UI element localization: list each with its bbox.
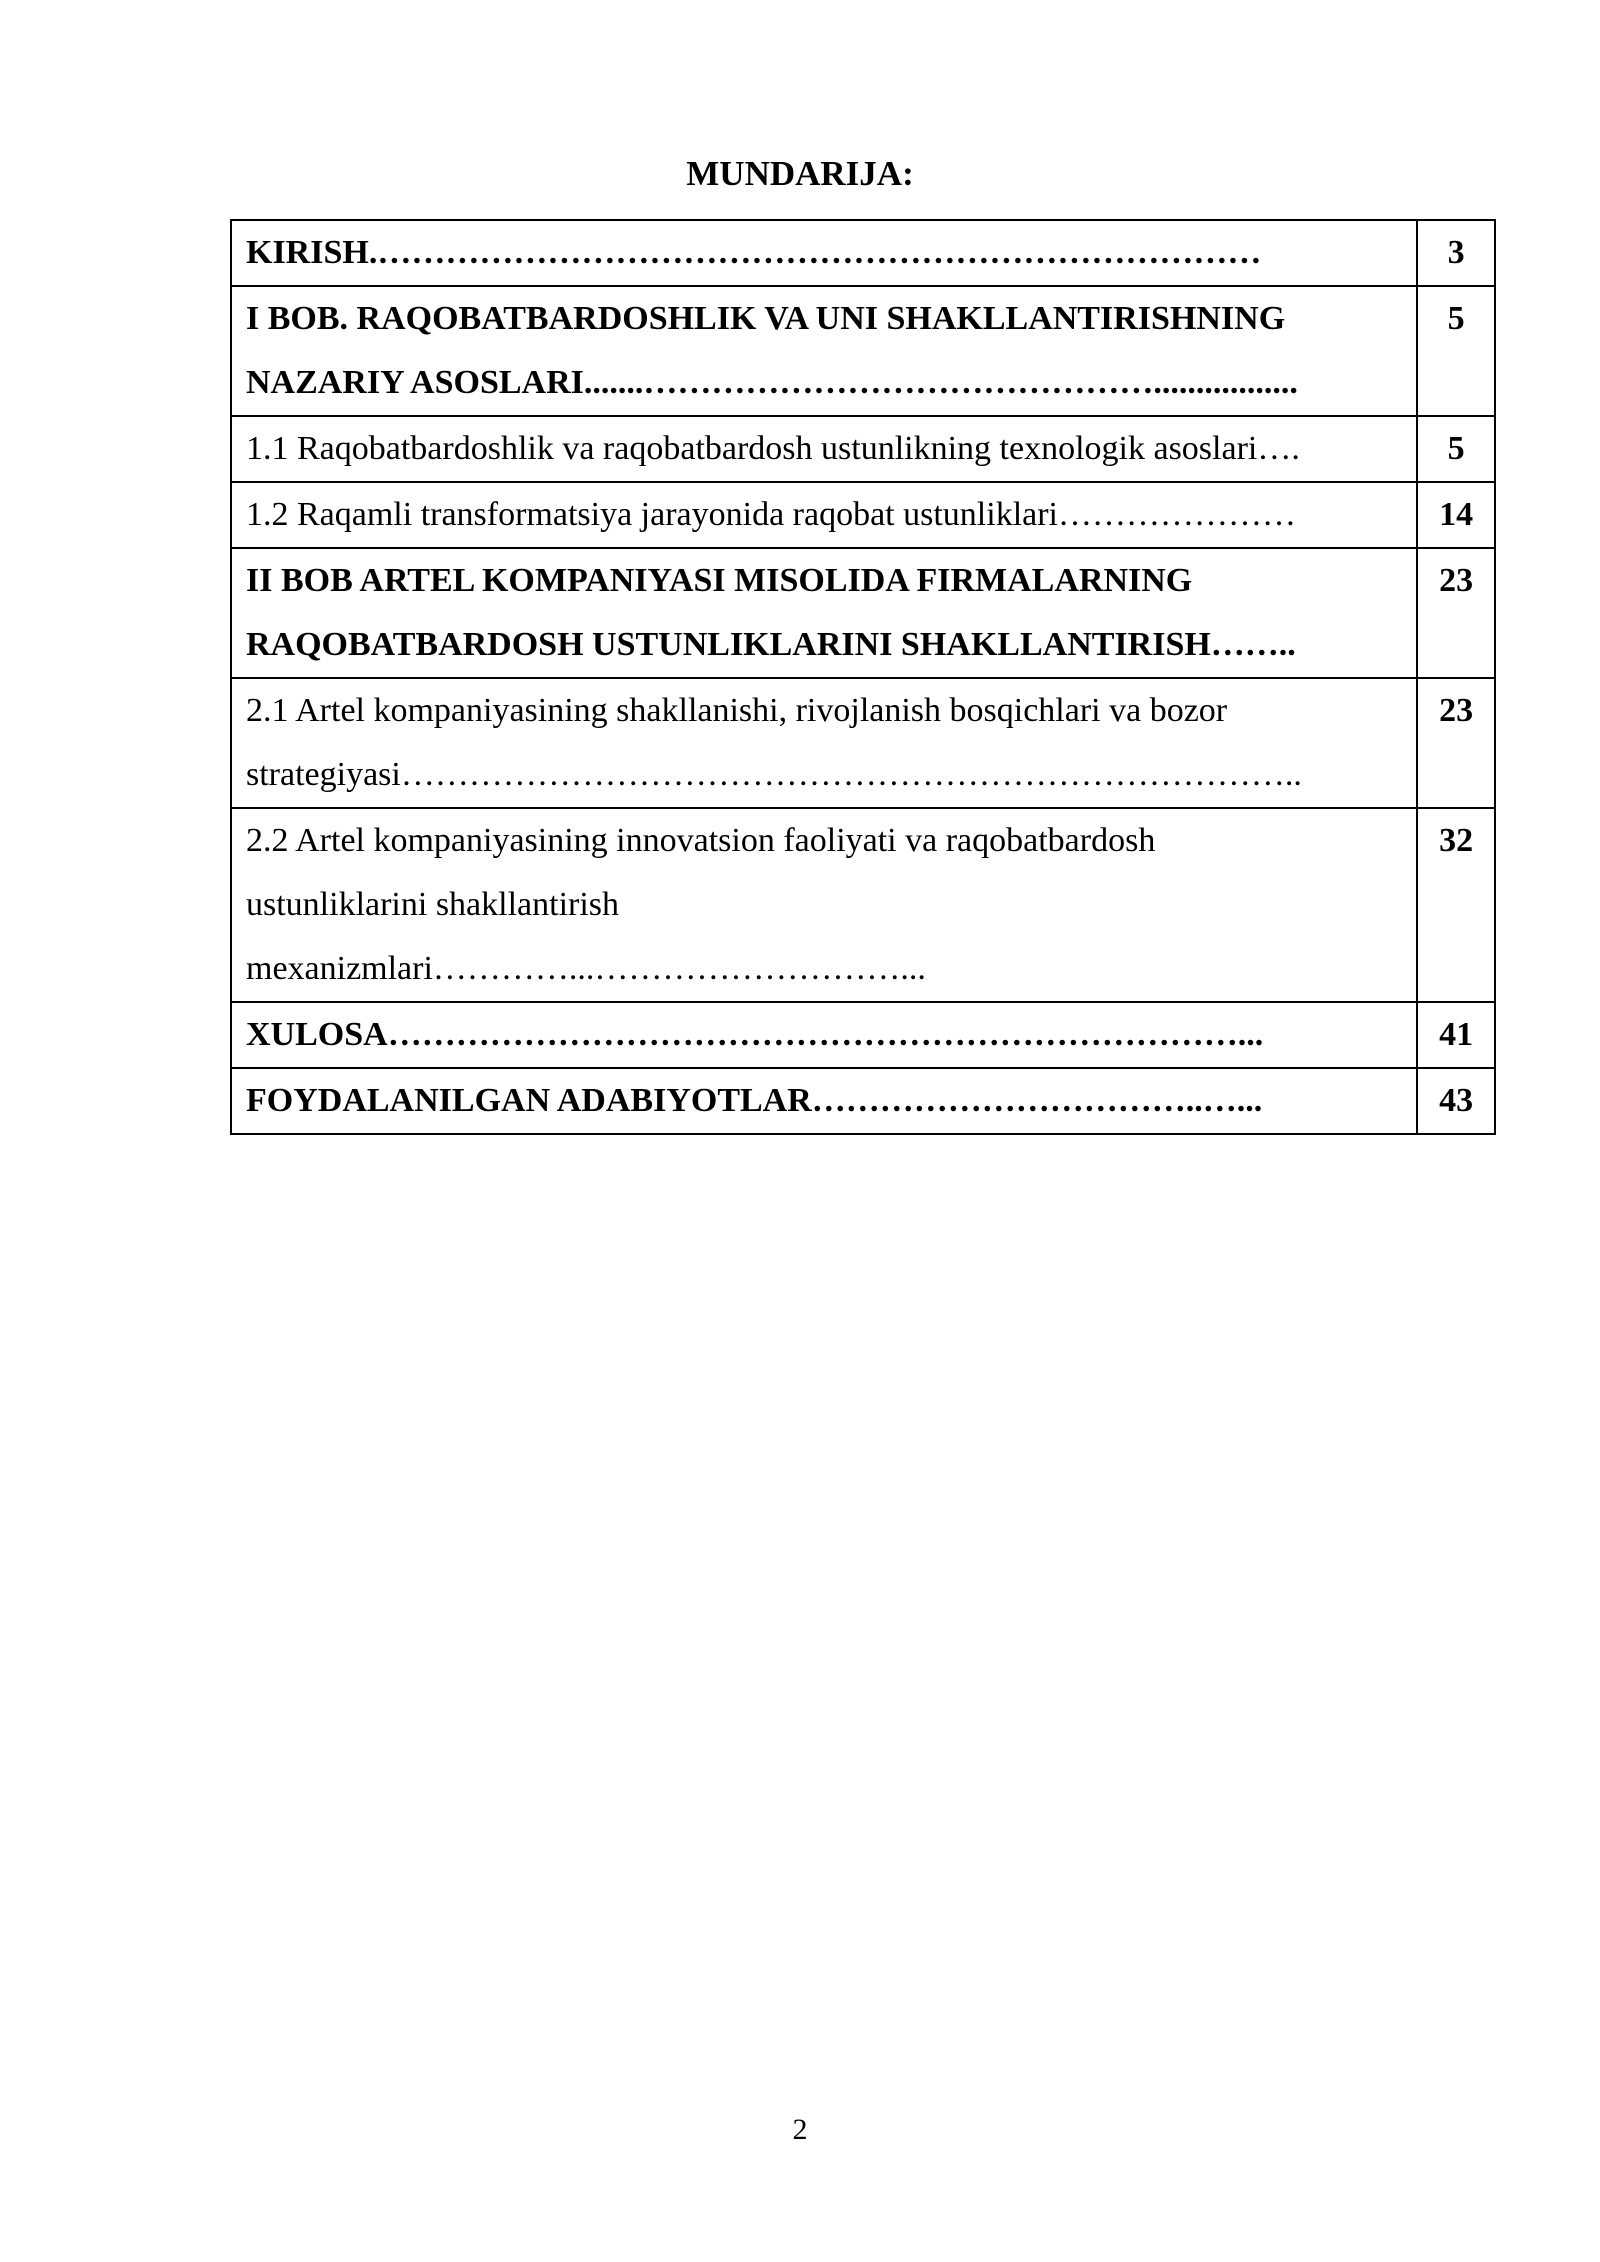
toc-entry — [231, 286, 1417, 416]
toc-row — [231, 482, 1495, 548]
toc-row — [231, 220, 1495, 286]
toc-entry-line: KIRISH.…………………………………………………………………… — [246, 234, 1262, 271]
toc-page-number: 3 — [1417, 220, 1495, 286]
toc-entry — [231, 1068, 1417, 1134]
toc-row — [231, 286, 1495, 416]
toc-page-number: 5 — [1417, 286, 1495, 416]
toc-page-number: 41 — [1417, 1002, 1495, 1068]
toc-entry — [231, 482, 1417, 548]
toc-row — [231, 808, 1495, 1002]
toc-entry-line: 2.2 Artel kompaniyasining innovatsion faoliyati va raqobatbardosh — [246, 822, 1156, 859]
toc-row — [231, 678, 1495, 808]
toc-entry-line: 1.2 Raqamli transformatsiya jarayonida raqobat ustunliklari………………… — [246, 496, 1296, 533]
toc-entry-line: NAZARIY ASOSLARI.......………………………………………................. — [246, 364, 1298, 401]
toc-page-number: 23 — [1417, 678, 1495, 808]
toc-page-number: 43 — [1417, 1068, 1495, 1134]
toc-entry-line: 1.1 Raqobatbardoshlik va raqobatbardosh ustunlikning texnologik asoslari…. — [246, 430, 1300, 467]
toc-entry — [231, 1002, 1417, 1068]
toc-page-number: 5 — [1417, 416, 1495, 482]
toc-entry-line: XULOSA…………………………………………………………………... — [246, 1016, 1264, 1053]
toc-entry-line: strategiyasi…………………………………………………………………….. — [246, 756, 1302, 793]
toc-entry — [231, 220, 1417, 286]
toc-row — [231, 548, 1495, 678]
toc-row — [231, 1068, 1495, 1134]
toc-page-number: 23 — [1417, 548, 1495, 678]
toc-entry — [231, 678, 1417, 808]
toc-entry — [231, 548, 1417, 678]
toc-entry-line: RAQOBATBARDOSH USTUNLIKLARINI SHAKLLANTIRISH…….. — [246, 626, 1296, 663]
table-of-contents — [230, 219, 1496, 1135]
toc-row — [231, 416, 1495, 482]
page-title: MUNDARIJA: — [686, 154, 914, 193]
toc-entry — [231, 808, 1417, 1002]
toc-entry-line: I BOB. RAQOBATBARDOSHLIK VA UNI SHAKLLANTIRISHNING — [246, 300, 1286, 337]
toc-entry-line: mexanizmlari…………...………………………... — [246, 950, 926, 987]
toc-entry-line: FOYDALANILGAN ADABIYOTLAR……………………………..…... — [246, 1082, 1263, 1119]
toc-page-number: 32 — [1417, 808, 1495, 1002]
toc-entry-line: II BOB ARTEL KOMPANIYASI MISOLIDA FIRMALARNING — [246, 562, 1193, 599]
toc-entry-line: ustunliklarini shakllantirish — [246, 886, 620, 923]
page-number: 2 — [792, 2113, 808, 2146]
toc-row — [231, 1002, 1495, 1068]
toc-entry — [231, 416, 1417, 482]
toc-entry-line: 2.1 Artel kompaniyasining shakllanishi, rivojlanish bosqichlari va bozor — [246, 692, 1228, 729]
toc-page-number: 14 — [1417, 482, 1495, 548]
